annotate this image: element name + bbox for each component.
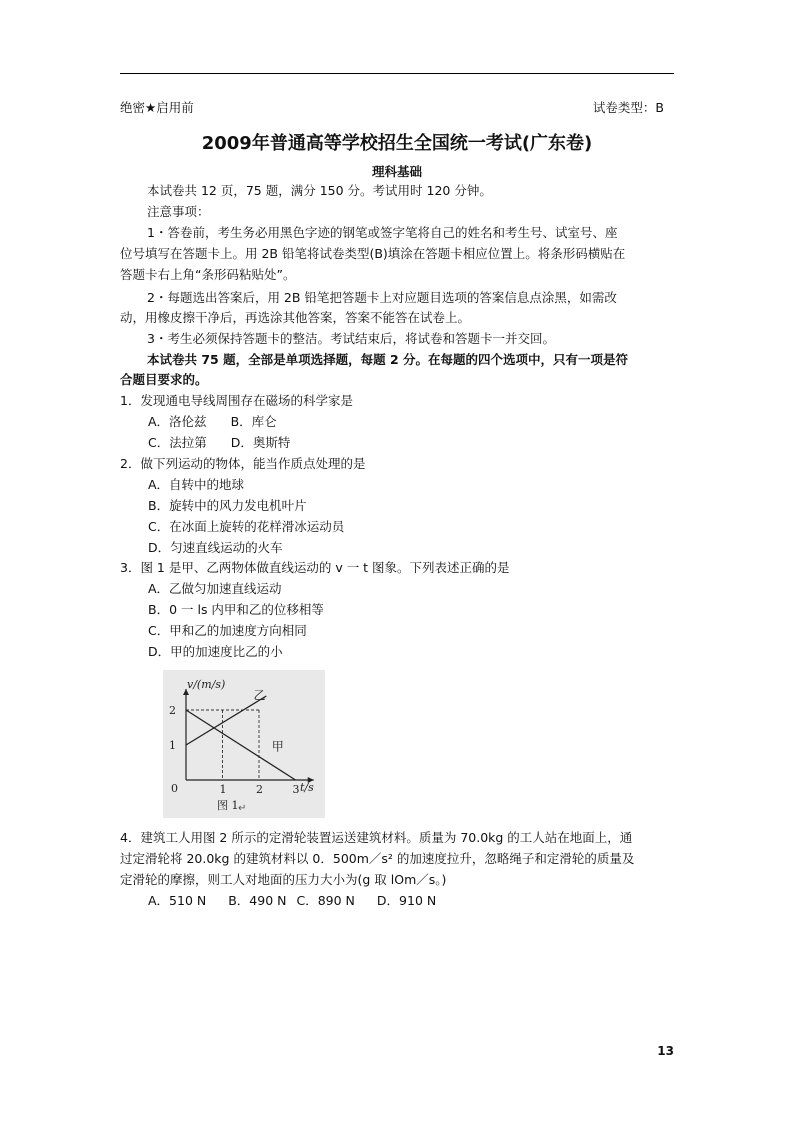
question-4-stem-line-3: 定滑轮的摩擦，则工人对地面的压力大小为(g 取 lOm／s。) [120,872,447,887]
option-a: A．乙做匀加速直线运动 [148,581,282,596]
option-b: B．旋转中的风力发电机叶片 [148,498,307,513]
instructions-line-2: 合题目要求的。 [120,372,208,387]
exam-subtitle: 理科基础 [371,164,422,179]
y-tick-label: 2 [169,704,176,717]
intro-line: 本试卷共 12 页，75 题，满分 150 分。考试用时 120 分钟。 [147,183,492,198]
question-1-options-2 [148,435,290,451]
question-3-stem: 3．图 1 是甲、乙两物体做直线运动的 v 一 t 图象。下列表述正确的是 [120,560,510,575]
option-a: A．洛伦兹 [148,414,207,429]
option-c: C．在冰面上旋转的花样滑冰运动员 [148,519,345,534]
option-b: B．0 一 ls 内甲和乙的位移相等 [148,602,324,617]
question-1-options [148,414,277,430]
secret-label: 绝密★启用前 [120,100,194,115]
y-tick-label: 0 [171,782,178,795]
question-4-stem-line-1: 4．建筑工人用图 2 所示的定滑轮装置运送建筑材料。质量为 70.0kg 的工人站在地面上，通 [120,830,633,845]
instructions-line-1: 本试卷共 75 题，全部是单项选择题，每题 2 分。在每题的四个选项中，只有一项是符 [147,352,629,367]
note-1-line-3: 答题卡右上角“条形码粘贴处”。 [120,267,296,282]
paper-type-label: 试卷类型：B [592,100,664,115]
series-label-yi: 乙 [253,688,266,703]
question-4-stem-line-2: 过定滑轮将 20.0kg 的建筑材料以 0．500m／s² 的加速度拉升，忽略绳子和定滑轮的质量及 [120,851,635,866]
top-rule [120,73,674,74]
exam-title: 2009年普通高等学校招生全国统一考试(广东卷) [201,133,593,154]
option-c: C．法拉第 [148,435,207,450]
note-2-line-1: 2・每题选出答案后，用 2B 铅笔把答题卡上对应题目选项的答案信息点涂黑，如需改 [147,290,617,305]
option-d: D．甲的加速度比乙的小 [148,644,283,659]
notes-heading: 注意事项： [147,204,210,219]
question-4-options [148,893,436,909]
page-number: 13 [657,1044,674,1058]
option-b: B．库仑 [230,414,277,429]
option-c: C．甲和乙的加速度方向相同 [148,623,307,638]
x-tick-label: 1 [219,783,227,796]
option-d: D．910 N [376,893,437,908]
y-axis-label: v/(m/s) [187,678,226,691]
option-a: A．510 N [148,893,207,908]
option-d: D．匀速直线运动的火车 [148,540,283,555]
option-a: A．自转中的地球 [148,477,245,492]
note-1-line-2: 位号填写在答题卡上。用 2B 铅笔将试卷类型(B)填涂在答题卡相应位置上。将条形码横贴在 [120,246,626,261]
x-tick-label: 3 [292,783,300,796]
note-3: 3・考生必须保持答题卡的整洁。考试结束后，将试卷和答题卡一并交回。 [147,331,555,346]
series-label-jia: 甲 [271,739,284,754]
question-2-stem: 2．做下列运动的物体，能当作质点处理的是 [120,456,366,471]
figure-caption: 图 1 [217,799,239,812]
return-mark-icon: ↵ [238,803,247,814]
note-1-line-1: 1・答卷前，考生务必用黑色字迹的钢笔或签字笔将自己的姓名和考生号、试室号、座 [147,225,618,240]
option-c: C．890 N [296,893,355,908]
option-b: B．490 N [228,893,287,908]
option-d: D．奥斯特 [230,435,291,450]
x-axis-label: t/s [300,781,314,794]
y-tick-label: 1 [169,739,176,752]
note-2-line-2: 动，用橡皮擦干净后，再选涂其他答案，答案不能答在试卷上。 [120,310,471,325]
figure-1-graph [163,670,325,818]
x-tick-label: 2 [256,783,263,796]
question-1-stem: 1．发现通电导线周围存在磁场的科学家是 [120,393,353,408]
